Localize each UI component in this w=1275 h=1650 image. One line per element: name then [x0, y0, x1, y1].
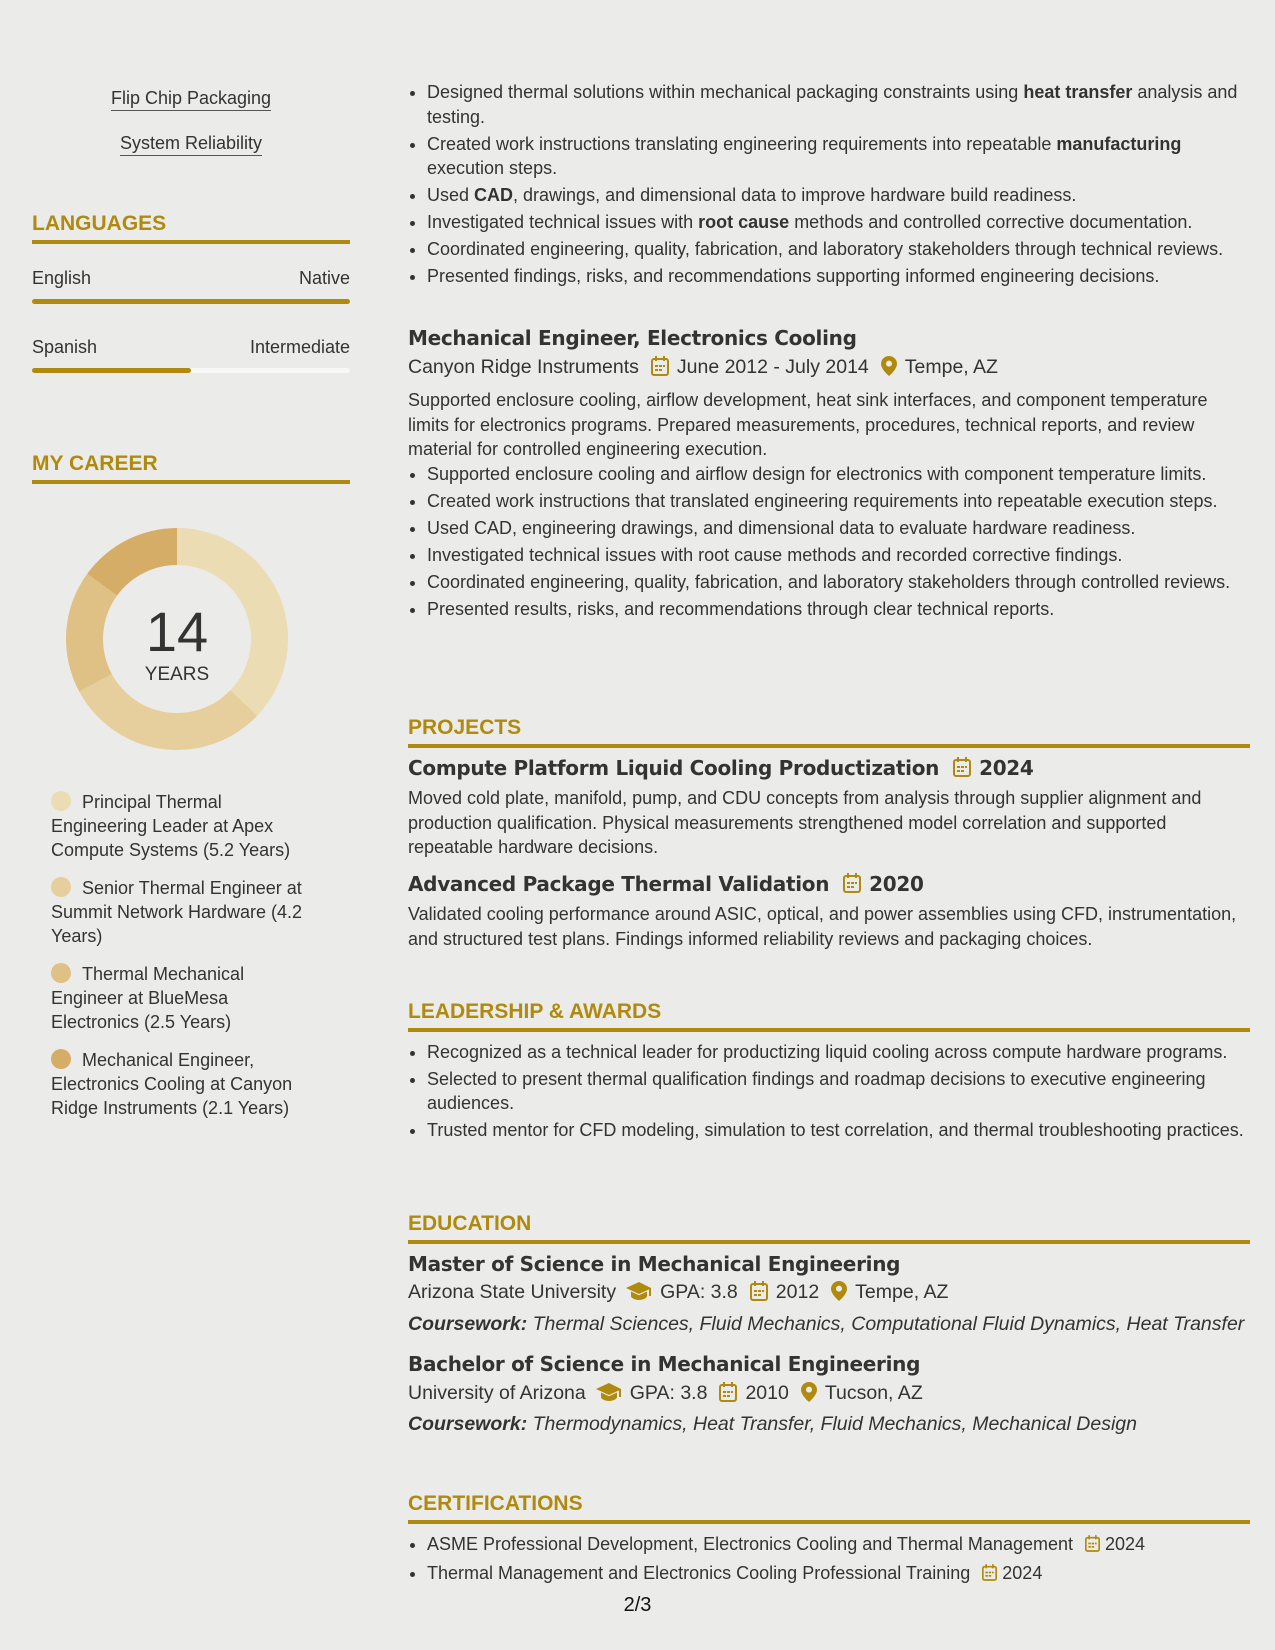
bullet-text: methods and controlled corrective documentation.	[789, 212, 1193, 232]
calendar-icon	[953, 757, 971, 783]
calendar-icon	[1085, 1536, 1100, 1556]
project-title: Compute Platform Liquid Cooling Productization	[408, 755, 940, 780]
school-name: Arizona State University	[408, 1281, 617, 1303]
legend-label: Principal Thermal Engineering Leader at Apex Compute Systems (5.2 Years)	[51, 792, 291, 860]
language-level: Native	[298, 268, 350, 288]
job-summary: Supported enclosure cooling, airflow development, heat sink interfaces, and component temperature limits for electronics programs. Prepared measurements, procedures, technical reports, and review material for controlled engineering execution.	[408, 390, 1208, 459]
language-proficiency-fill	[32, 299, 350, 304]
bullet-text: Used	[427, 185, 475, 205]
language-level: Intermediate	[249, 337, 350, 357]
bullet-text: analysis and testing.	[427, 82, 1238, 127]
calendar-icon	[651, 356, 669, 383]
project-entry	[408, 872, 1250, 952]
language-proficiency-fill	[32, 368, 191, 373]
leadership-section	[408, 1000, 1250, 1145]
language-row	[32, 337, 350, 358]
certification-item	[427, 1561, 1250, 1588]
job-company: Canyon Ridge Instruments	[408, 355, 639, 378]
bullet-text: Investigated technical issues with	[427, 212, 699, 232]
bullet-item	[427, 132, 1250, 181]
project-description: Validated cooling performance around ASIC, optical, and power assemblies using CFD, instrumentation, and structured test plans. Findings informed reliability reviews and packaging choices.	[408, 904, 1237, 949]
coursework-list: Thermal Sciences, Fluid Mechanics, Computational Fluid Dynamics, Heat Transfer	[532, 1312, 1245, 1335]
school-name: University of Arizona	[408, 1381, 586, 1404]
certifications-heading: CERTIFICATIONS	[408, 1492, 1250, 1524]
gpa: GPA: 3.8	[660, 1281, 738, 1303]
map-pin-icon	[801, 1382, 817, 1409]
project-entry	[408, 756, 1250, 860]
career-legend-item	[51, 1048, 321, 1120]
project-title-row	[408, 872, 1250, 899]
bullet-item	[427, 237, 1250, 262]
page-number: 2/3	[623, 1594, 652, 1616]
career-heading: MY CAREER	[32, 452, 350, 484]
bullet-item: • Selected to present thermal qualification findings and roadmap decisions to executive engineering audiences.	[427, 1067, 1250, 1116]
school-location: Tempe, AZ	[855, 1281, 949, 1303]
bullet-keyword: CAD	[474, 185, 514, 205]
map-pin-icon	[881, 356, 897, 383]
project-year: 2020	[869, 871, 924, 896]
coursework	[408, 1312, 1250, 1337]
job-entry	[408, 326, 1250, 624]
coursework	[408, 1412, 1250, 1437]
bullet-item	[427, 80, 1250, 129]
gpa: GPA: 3.8	[629, 1381, 708, 1404]
bullet-keyword: heat transfer	[1023, 82, 1133, 102]
skill-item	[32, 133, 350, 154]
project-title: Advanced Package Thermal Validation	[408, 871, 830, 896]
education-entry	[408, 1252, 1250, 1337]
legend-dot	[51, 877, 71, 897]
bullet-item: • Coordinated engineering, quality, fabrication, and laboratory stakeholders through controlled reviews.	[427, 570, 1250, 595]
previous-job-bullets	[408, 80, 1250, 291]
language-proficiency-bar	[32, 299, 350, 304]
bullet-item: • Trusted mentor for CFD modeling, simulation to test correlation, and thermal troubleshooting practices.	[427, 1118, 1250, 1143]
certification-item	[427, 1532, 1250, 1559]
language-proficiency-bar	[32, 368, 350, 373]
languages-heading: LANGUAGES	[32, 212, 350, 244]
legend-dot	[51, 1049, 71, 1069]
bullet-item: • Supported enclosure cooling and airflow design for electronics with component temperature limits.	[427, 462, 1250, 487]
map-pin-icon	[831, 1281, 847, 1308]
calendar-icon	[843, 873, 861, 899]
bullet-text: , drawings, and dimensional data to improve hardware build readiness.	[513, 185, 1077, 205]
career-legend-item	[51, 790, 321, 862]
bullet-text: execution steps.	[427, 158, 558, 178]
calendar-icon	[982, 1565, 997, 1585]
bullet-item	[427, 210, 1250, 235]
language-name: Spanish	[32, 337, 98, 357]
project-title-row	[408, 756, 1250, 783]
career-total-unit: YEARS	[144, 664, 210, 685]
bullet-item: • Used CAD, engineering drawings, and dimensional data to evaluate hardware readiness.	[427, 516, 1250, 541]
bullet-keyword: root cause	[698, 212, 790, 232]
graduation-year: 2012	[775, 1281, 820, 1303]
education-heading: EDUCATION	[408, 1212, 1250, 1244]
calendar-icon	[750, 1281, 768, 1308]
projects-section	[408, 716, 1250, 951]
certification-name: Thermal Management and Electronics Cooling Professional Training	[427, 1562, 971, 1583]
education-entry	[408, 1352, 1250, 1437]
job-title: Mechanical Engineer, Electronics Cooling	[408, 326, 857, 350]
bullet-text: Coordinated engineering, quality, fabrication, and laboratory stakeholders through technical reviews.	[427, 239, 1224, 259]
graduation-cap-icon	[626, 1282, 652, 1307]
bullet-item: • Recognized as a technical leader for productizing liquid cooling across compute hardware programs.	[427, 1040, 1250, 1065]
job-dates: June 2012 - July 2014	[676, 355, 869, 378]
project-description: Moved cold plate, manifold, pump, and CDU concepts from analysis through supplier alignment and production qualification. Physical measurements strengthened model correlation and supported repeatable hardware decisions.	[408, 788, 1202, 857]
career-total-years: 14	[145, 600, 209, 663]
career-legend-item	[51, 962, 321, 1034]
bullet-keyword: manufacturing	[1056, 133, 1182, 154]
skill-label: Flip Chip Packaging	[111, 88, 271, 111]
projects-heading: PROJECTS	[408, 716, 1250, 748]
leadership-heading: LEADERSHIP & AWARDS	[408, 1000, 1250, 1032]
education-section	[408, 1212, 1250, 1437]
bullet-item: • Created work instructions that translated engineering requirements into repeatable execution steps.	[427, 489, 1250, 514]
job-location: Tempe, AZ	[904, 355, 998, 378]
bullet-item: • Presented results, risks, and recommendations through clear technical reports.	[427, 597, 1250, 622]
certification-year: 2024	[1002, 1562, 1043, 1583]
bullet-item	[427, 183, 1250, 208]
language-name: English	[32, 268, 92, 288]
bullet-text: Presented findings, risks, and recommendations supporting informed engineering decisions.	[427, 266, 1160, 286]
degree-title: Bachelor of Science in Mechanical Engineering	[408, 1352, 921, 1376]
certification-name: ASME Professional Development, Electronics Cooling and Thermal Management	[427, 1533, 1073, 1554]
bullet-text: Designed thermal solutions within mechanical packaging constraints using	[427, 82, 1024, 102]
bullet-item	[427, 264, 1250, 289]
legend-label: Senior Thermal Engineer at Summit Network Hardware (4.2 Years)	[51, 878, 303, 946]
bullet-item: • Investigated technical issues with root cause methods and recorded corrective findings.	[427, 543, 1250, 568]
certifications-section	[408, 1492, 1250, 1590]
job-meta	[408, 355, 1250, 383]
legend-label: Thermal Mechanical Engineer at BlueMesa Electronics (2.5 Years)	[51, 964, 245, 1032]
language-row	[32, 268, 350, 289]
legend-label: Mechanical Engineer, Electronics Cooling at Canyon Ridge Instruments (2.1 Years)	[51, 1050, 293, 1118]
certification-year: 2024	[1105, 1533, 1146, 1554]
coursework-list: Thermodynamics, Heat Transfer, Fluid Mechanics, Mechanical Design	[532, 1413, 1138, 1435]
legend-dot	[51, 963, 71, 983]
graduation-cap-icon	[596, 1383, 622, 1408]
skill-item	[32, 88, 350, 109]
degree-title: Master of Science in Mechanical Engineering	[408, 1251, 901, 1276]
calendar-icon	[719, 1382, 737, 1409]
graduation-year: 2010	[745, 1381, 789, 1404]
skill-label: System Reliability	[120, 133, 262, 156]
education-meta	[408, 1280, 1250, 1308]
project-year: 2024	[979, 755, 1034, 780]
coursework-label: Coursework:	[408, 1413, 528, 1435]
legend-dot	[51, 791, 71, 811]
career-legend-item	[51, 876, 321, 948]
bullet-text: Created work instructions translating engineering requirements into repeatable	[427, 133, 1057, 154]
school-location: Tucson, AZ	[824, 1381, 923, 1404]
education-meta	[408, 1381, 1250, 1409]
coursework-label: Coursework:	[408, 1312, 528, 1335]
